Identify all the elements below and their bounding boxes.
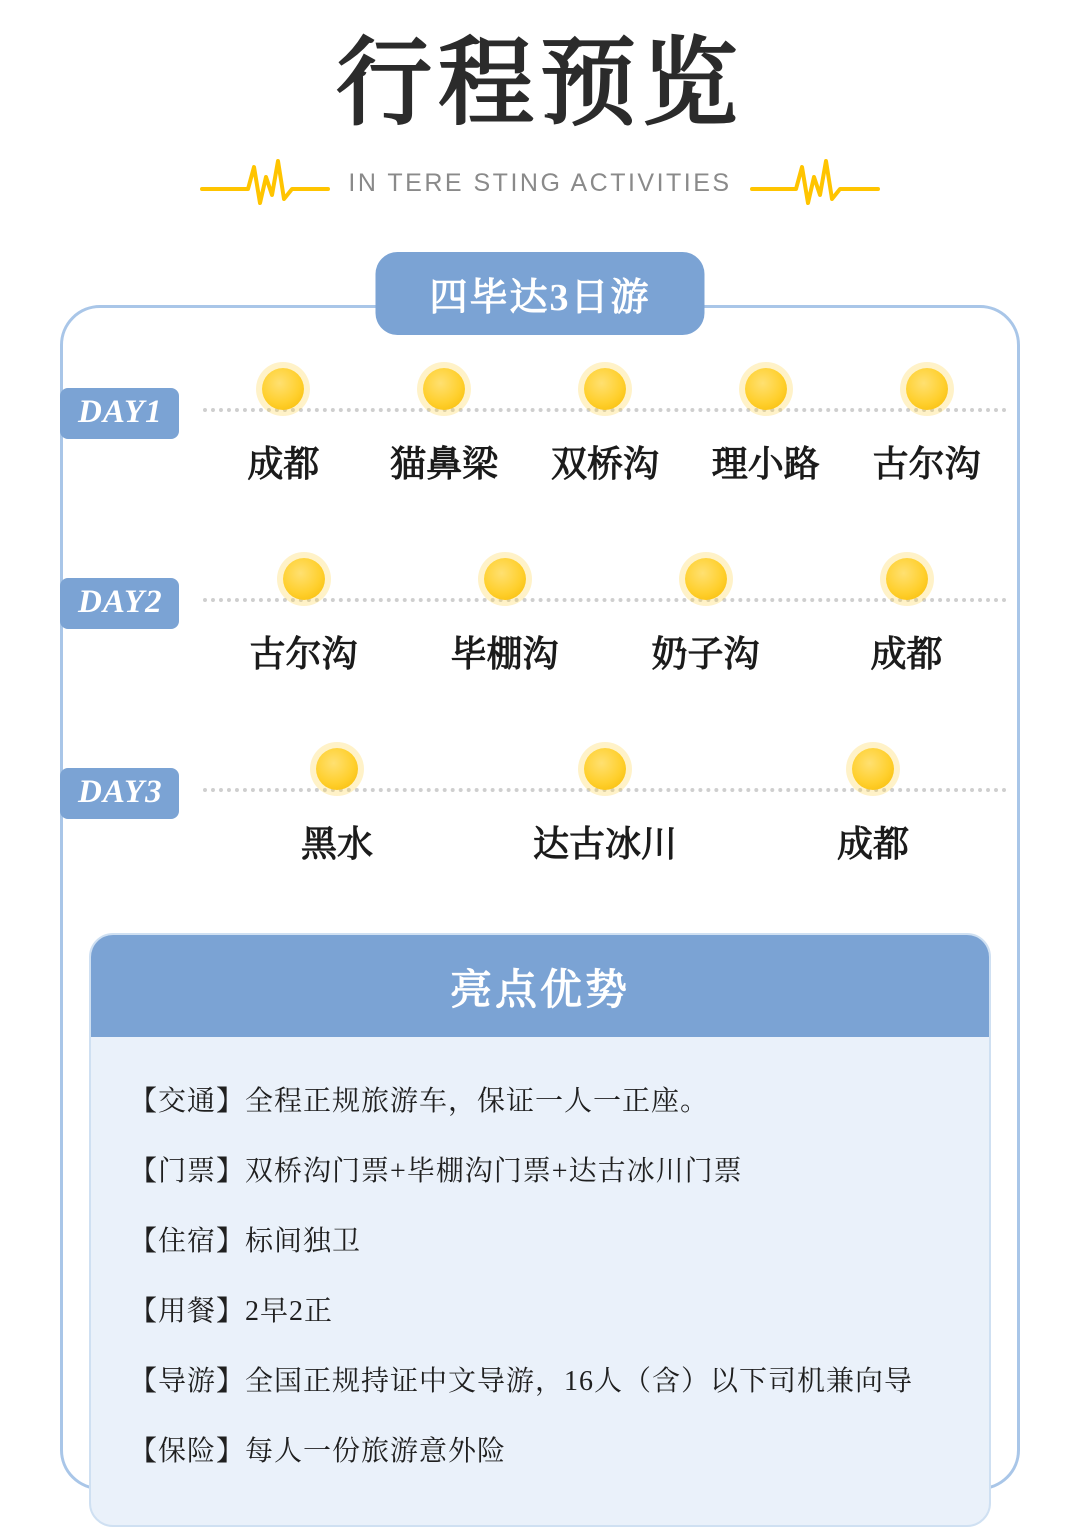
list-item[interactable]: [262, 748, 412, 867]
stop-list: [203, 558, 1007, 677]
day-tag: DAY1: [60, 388, 179, 439]
stop-dot-icon: [745, 368, 787, 410]
list-item: 【保险】每人一份旅游意外险: [129, 1436, 507, 1467]
list-item: 【导游】全国正规持证中文导游，16人（含）以下司机兼向导: [129, 1366, 914, 1397]
day-row: [63, 558, 1017, 748]
day-track: [203, 748, 1007, 888]
list-item[interactable]: [369, 368, 519, 487]
day-track: [203, 368, 1007, 508]
list-item[interactable]: [530, 748, 680, 867]
list-item[interactable]: [631, 558, 781, 677]
list-item: 【用餐】2早2正: [129, 1296, 334, 1327]
page-title: 行程预览: [336, 30, 744, 137]
page-subtitle: IN TERE STING ACTIVITIES: [348, 168, 732, 197]
list-item[interactable]: [691, 368, 841, 487]
stop-dot-icon: [316, 748, 358, 790]
stop-list: [203, 368, 1007, 487]
day-row: [63, 368, 1017, 558]
stop-label: 奶子沟: [651, 634, 760, 674]
highlights-title: 亮点优势: [91, 935, 989, 1037]
itinerary-card: [60, 277, 1020, 1490]
stop-label: 黑水: [300, 824, 373, 864]
day-row: [63, 748, 1017, 938]
stop-list: [203, 748, 1007, 867]
stop-label: 成都: [247, 444, 320, 484]
list-item[interactable]: [798, 748, 948, 867]
list-item[interactable]: [229, 558, 379, 677]
list-item[interactable]: [208, 368, 358, 487]
day-tag: DAY3: [60, 768, 179, 819]
stop-label: 古尔沟: [249, 634, 358, 674]
tour-title-badge: 四毕达3日游: [375, 252, 704, 335]
stop-dot-icon: [484, 558, 526, 600]
stop-dot-icon: [584, 748, 626, 790]
list-item: 【交通】全程正规旅游车，保证一人一正座。: [129, 1086, 710, 1117]
subtitle-row: [0, 155, 1080, 211]
list-item[interactable]: [852, 368, 1002, 487]
list-item[interactable]: [430, 558, 580, 677]
stop-dot-icon: [262, 368, 304, 410]
page-header: [0, 0, 1080, 211]
list-item: 【住宿】标间独卫: [129, 1226, 362, 1257]
list-item: 【门票】双桥沟门票+毕棚沟门票+达古冰川门票: [129, 1156, 743, 1187]
stop-label: 猫鼻梁: [390, 444, 499, 484]
stop-label: 双桥沟: [550, 444, 659, 484]
list-item[interactable]: [832, 558, 982, 677]
stop-dot-icon: [423, 368, 465, 410]
highlights-body: [91, 1037, 989, 1525]
day-list: [63, 368, 1017, 938]
stop-label: 成都: [870, 634, 943, 674]
highlights-section: [89, 933, 991, 1527]
stop-dot-icon: [906, 368, 948, 410]
day-track: [203, 558, 1007, 698]
stop-label: 成都: [836, 824, 909, 864]
stop-dot-icon: [852, 748, 894, 790]
stop-dot-icon: [283, 558, 325, 600]
stop-label: 达古冰川: [532, 824, 677, 864]
stop-label: 古尔沟: [872, 444, 981, 484]
stop-dot-icon: [584, 368, 626, 410]
stop-label: 毕棚沟: [450, 634, 559, 674]
stop-label: 理小路: [711, 444, 820, 484]
stop-dot-icon: [685, 558, 727, 600]
stop-dot-icon: [886, 558, 928, 600]
list-item[interactable]: [530, 368, 680, 487]
heartbeat-pulse-icon-right: [750, 155, 880, 211]
day-tag: DAY2: [60, 578, 179, 629]
heartbeat-pulse-icon-left: [200, 155, 330, 211]
